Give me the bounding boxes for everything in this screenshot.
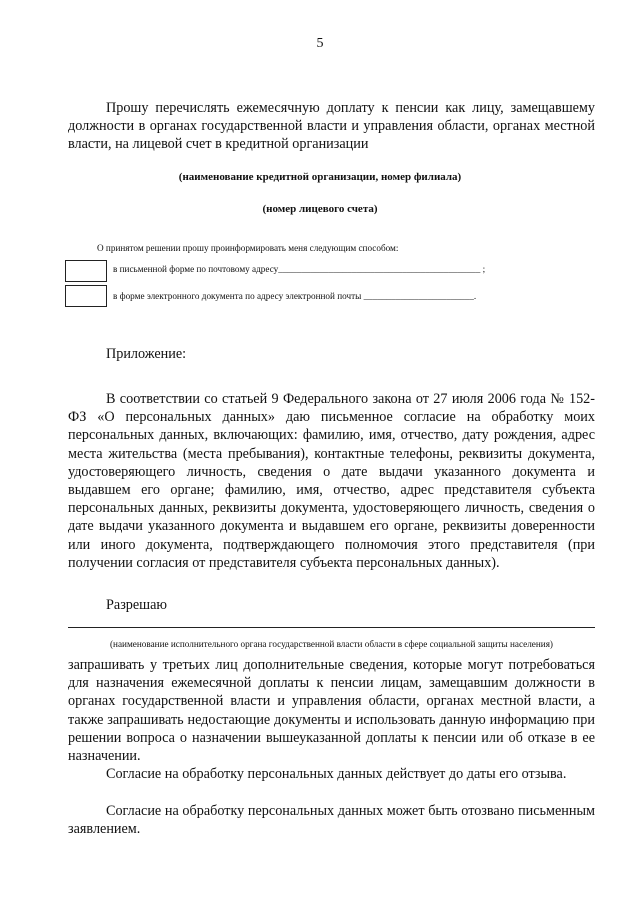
email-option-checkbox: [65, 285, 107, 307]
revocation-paragraph: Согласие на обработку персональных данных может быть отозвано письменным заявлением.: [68, 803, 595, 838]
permit-heading: Разрешаю: [106, 597, 168, 613]
request-paragraph: Прошу перечислять ежемесячную доплату к пенсии как лицу, замещавшему должности в органах государственной власти и управления области, органах местной власти, на лицевой счет в кредитной организации: [68, 100, 595, 153]
request-info-paragraph: запрашивать у третьих лиц дополнительные сведения, которые могут потребоваться для назначения ежемесячной доплаты к пенсии лицам, замещавшим должности в органах государственной власти и управления области, органах местной власти, а также запрашивать недостающие документы и использовать данную информацию при решении вопроса о назначении вышеуказанной доплаты к пенсии или об отказе в ее назначении.: [68, 657, 595, 765]
notification-intro: О принятом решении прошу проинформировать меня следующим способом:: [97, 243, 399, 253]
appendix-heading: Приложение:: [106, 346, 187, 362]
authority-caption: (наименование исполнительного органа государственной власти области в сфере социальной защиты населения): [110, 639, 553, 649]
postal-option-label: в письменной форме по почтовому адресу____________________________________________ ;: [113, 264, 486, 274]
account-caption: (номер лицевого счета): [262, 203, 378, 215]
page-number: 5: [316, 36, 324, 51]
authority-underline: [68, 627, 595, 628]
validity-paragraph: Согласие на обработку персональных данных действует до даты его отзыва.: [106, 766, 567, 782]
email-option-label: в форме электронного документа по адресу электронной почты ________________________.: [113, 291, 477, 301]
postal-option-checkbox: [65, 260, 107, 282]
consent-paragraph: В соответствии со статьей 9 Федерального закона от 27 июля 2006 года № 152-ФЗ «О персональных данных» даю письменное согласие на обработку моих персональных данных, включающих: фамилию, имя, отчество, дату рождения, адрес места жительства (места пребывания), контактные телефоны, реквизиты документа, удостоверяющего личность, сведения о дате выдачи указанного документа и выдавшем его органе; фамилию, имя, отчество, адрес представителя субъекта персональных данных, реквизиты документа, удостоверяющего личность, сведения о дате выдачи указанного документа и выдавшем его органе, реквизиты доверенности или иного документа, подтверждающего полномочия этого представителя (при получении согласия от представителя субъекта персональных данных).: [68, 391, 595, 571]
credit-org-caption: (наименование кредитной организации, номер филиала): [178, 171, 462, 183]
